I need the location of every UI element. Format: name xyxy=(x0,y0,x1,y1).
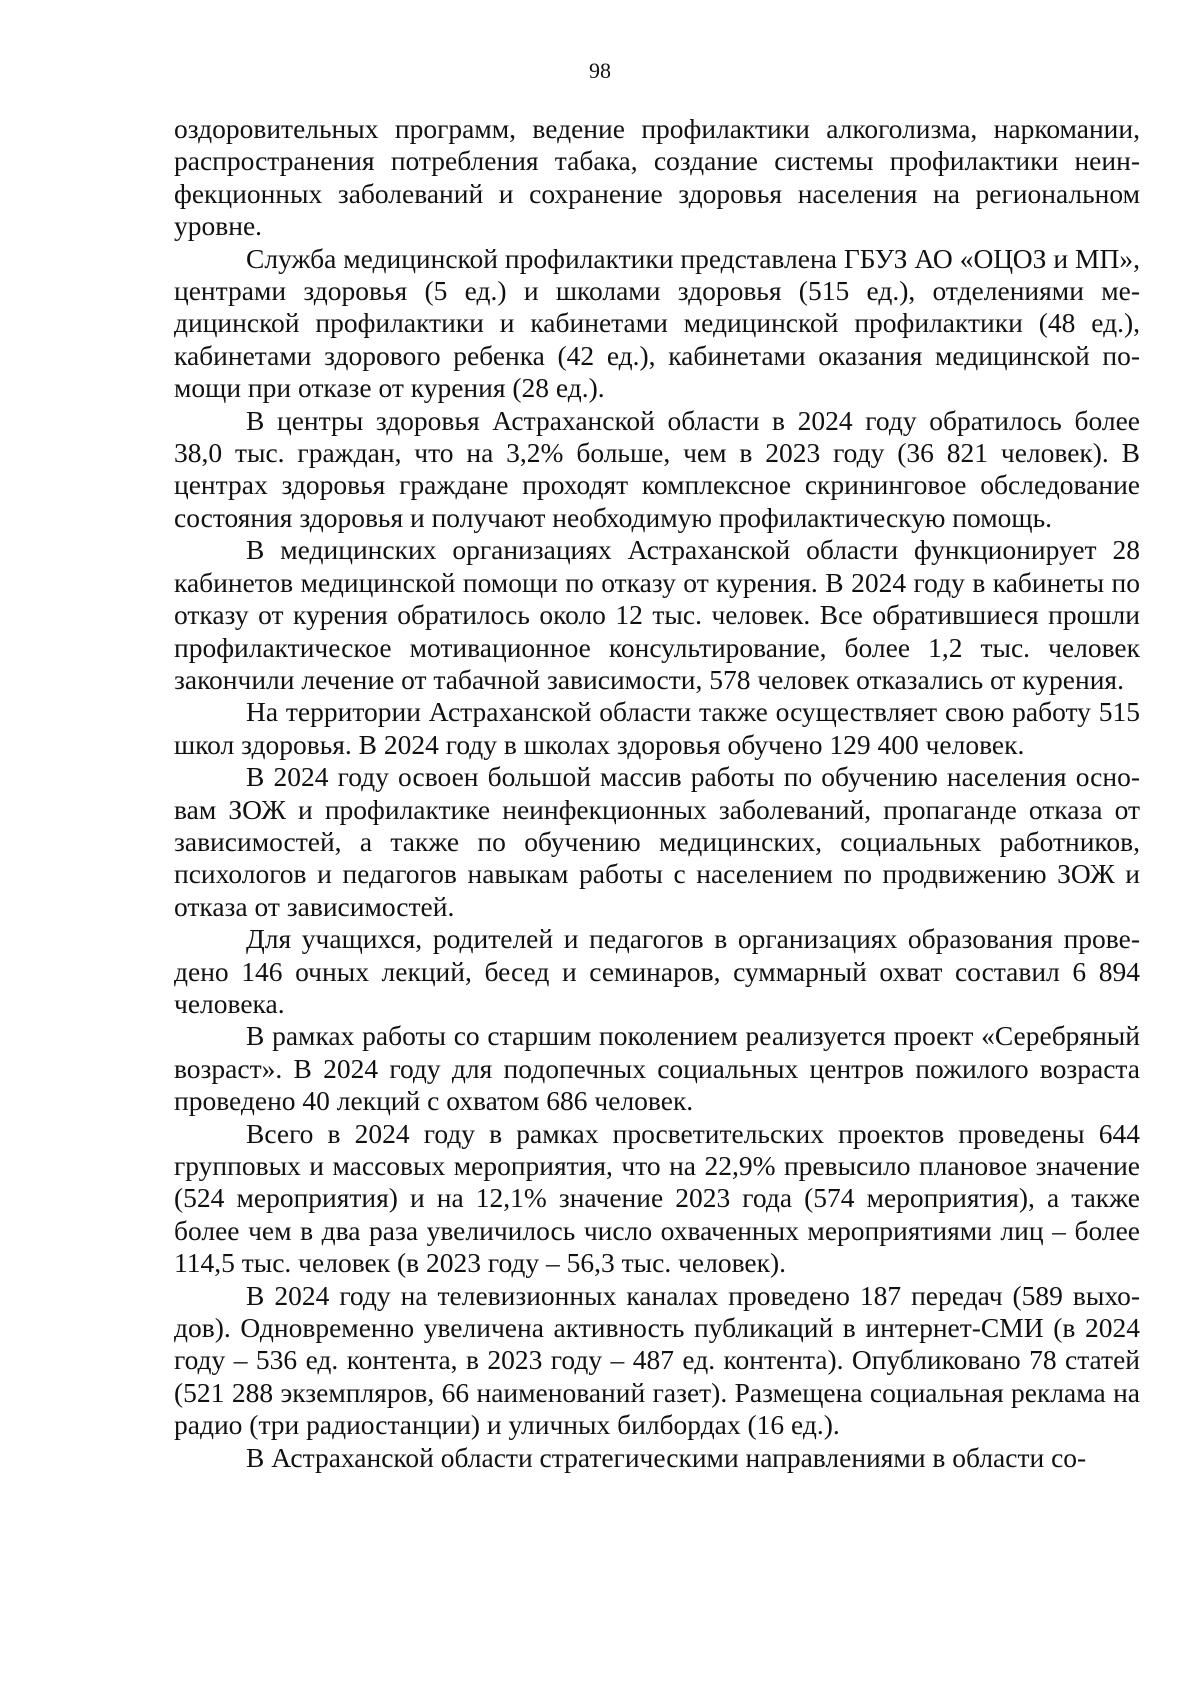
paragraph-continuation: оздоровительных программ, ведение профилактики алкоголизма, наркомании, распространения потребления табака, создание системы профилактики неинфекционных заболеваний и сохранение здоровья населения на региональном уровне. xyxy=(174,113,1140,242)
paragraph-health-centers: В центры здоровья Астраханской области в 2024 году обратилось более 38,0 тыс. граждан, что на 3,2% больше, чем в 2023 году (36 821 человек). В центрах здоровья граждане проходят комплексное скрининговое обследование состояния здоровья и получают необходимую профилактическую помощь. xyxy=(174,404,1140,533)
paragraph-student-lectures: Для учащихся, родителей и педагогов в организациях образования проведено 146 очных лекций, бесед и семинаров, суммарный охват составил 6 894 человека. xyxy=(174,923,1140,1019)
paragraph-prevention-service: Служба медицинской профилактики представлена ГБУЗ АО «ОЦОЗ и МП», центрами здоровья (5 ед.) и школами здоровья (515 ед.), отделениями медицинской профилактики и кабинетами медицинской профилактики (48 ед.), кабинетами здорового ребенка (42 ед.), кабинетами оказания медицинской помощи при отказе от курения (28 ед.). xyxy=(174,242,1140,404)
paragraph-public-education: В 2024 году освоен большой массив работы по обучению населения основам ЗОЖ и профилактике неинфекционных заболеваний, пропаганде отказа от зависимостей, а также по обучению медицинских, социальных работников, психологов и педагогов навыкам работы с населением по продвижению ЗОЖ и отказа от зависимостей. xyxy=(174,761,1140,922)
page-number: 98 xyxy=(589,58,611,83)
paragraph-health-schools: На территории Астраханской области также осуществляет свою работу 515 школ здоровья. В 2024 году в школах здоровья обучено 129 400 человек. xyxy=(174,696,1140,760)
paragraph-educational-events: Всего в 2024 году в рамках просветительских проектов проведены 644 групповых и массовых мероприятия, что на 22,9% превысило плановое значение (524 мероприятия) и на 12,1% значение 2023 года (574 мероприятия), а также более чем в два раза увеличилось число охваченных мероприятиями лиц – более 114,5 тыс. человек (в 2023 году – 56,3 тыс. человек). xyxy=(174,1117,1140,1279)
paragraph-media-activity: В 2024 году на телевизионных каналах проведено 187 передач (589 выходов). Одновременно увеличена активность публикаций в интернет-СМИ (в 2024 году – 536 ед. контента, в 2023 году – 487 ед. контента). Опубликовано 78 статей (521 288 экземпляров, 66 наименований газет). Размещена социальная реклама на радио (три радиостанции) и уличных билбордах (16 ед.). xyxy=(174,1279,1140,1441)
paragraph-strategic-directions: В Астраханской области стратегическими направлениями в области со- xyxy=(246,1441,1087,1473)
body-text xyxy=(174,113,1140,1474)
paragraph-smoking-cessation: В медицинских организациях Астраханской области функционирует 28 кабинетов медицинской помощи по отказу от курения. В 2024 году в кабинеты по отказу от курения обратилось около 12 тыс. человек. Все обратившиеся прошли профилактическое мотивационное консультирование, более 1,2 тыс. человек закончили лечение от табачной зависимости, 578 человек отказались от курения. xyxy=(174,534,1140,695)
paragraph-silver-age-project: В рамках работы со старшим поколением реализуется проект «Серебряный возраст». В 2024 году для подопечных социальных центров пожилого возраста проведено 40 лекций с охватом 686 человек. xyxy=(174,1020,1140,1117)
